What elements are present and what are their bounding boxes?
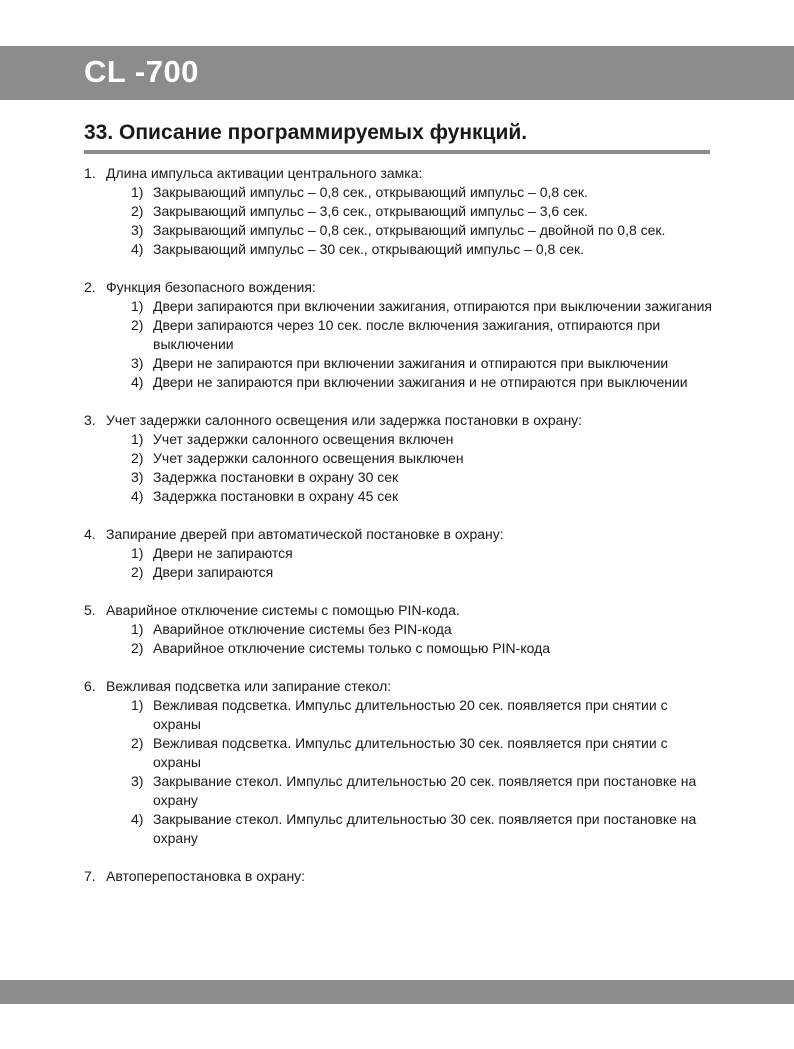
model-title: CL -700: [84, 54, 199, 89]
option-item: [84, 810, 714, 848]
function-title-text: Запирание дверей при автоматической постановке в охрану:: [106, 526, 504, 542]
function-title: [84, 164, 714, 183]
option-item: [84, 734, 714, 772]
option-text: Закрывающий импульс – 3,6 сек., открывающий импульс – 3,6 сек.: [153, 203, 588, 219]
option-number: 2): [131, 640, 144, 656]
option-item: [84, 221, 714, 240]
option-list: [84, 297, 714, 392]
option-number: 1): [131, 298, 144, 314]
function-title-text: Учет задержки салонного освещения или задержка постановки в охрану:: [106, 412, 583, 428]
option-text: Аварийное отключение системы только с помощью PIN-кода: [153, 640, 551, 656]
option-item: [84, 297, 714, 316]
function-title-text: Функция безопасного вождения:: [106, 279, 316, 295]
function-title-text: Вежливая подсветка или запирание стекол:: [106, 678, 392, 694]
function-item: [84, 677, 714, 848]
option-number: 1): [131, 431, 144, 447]
option-item: [84, 487, 714, 506]
option-item: [84, 544, 714, 563]
option-text: Закрывающий импульс – 0,8 сек., открывающий импульс – 0,8 сек.: [153, 184, 588, 200]
option-item: [84, 373, 714, 392]
option-item: [84, 240, 714, 259]
option-list: [84, 620, 714, 658]
option-item: [84, 772, 714, 810]
option-number: 1): [131, 184, 144, 200]
header-band: [0, 46, 794, 100]
option-item: [84, 563, 714, 582]
option-item: [84, 316, 714, 354]
option-text: Задержка постановки в охрану 45 сек: [153, 488, 399, 504]
function-title-text: Длина импульса активации центрального замка:: [106, 165, 423, 181]
function-number: 2.: [84, 279, 96, 295]
option-list: [84, 183, 714, 259]
function-list: [84, 164, 714, 905]
option-number: 3): [131, 773, 144, 789]
option-number: 2): [131, 735, 144, 751]
option-text: Вежливая подсветка. Импульс длительностью 30 сек. появляется при снятии с охраны: [153, 735, 668, 770]
option-text: Двери запираются: [153, 564, 274, 580]
function-item: [84, 164, 714, 259]
function-item: [84, 525, 714, 582]
function-title: [84, 411, 714, 430]
function-title: [84, 525, 714, 544]
option-text: Аварийное отключение системы без PIN-кода: [153, 621, 452, 637]
function-title: [84, 867, 714, 886]
function-item: [84, 867, 714, 886]
option-text: Закрывание стекол. Импульс длительностью 30 сек. появляется при постановке на охрану: [153, 811, 697, 846]
option-text: Задержка постановки в охрану 30 сек: [153, 469, 399, 485]
option-text: Двери не запираются при включении зажигания и не отпираются при выключении: [153, 374, 688, 390]
option-item: [84, 449, 714, 468]
option-list: [84, 696, 714, 848]
option-number: 2): [131, 564, 144, 580]
option-number: 2): [131, 203, 144, 219]
option-list: [84, 430, 714, 506]
footer-band: [0, 980, 794, 1004]
option-number: 2): [131, 317, 144, 333]
function-title: [84, 278, 714, 297]
option-text: Двери запираются при включении зажигания, отпираются при выключении зажигания: [153, 298, 712, 314]
option-text: Закрывающий импульс – 30 сек., открывающий импульс – 0,8 сек.: [153, 241, 584, 257]
function-item: [84, 411, 714, 506]
option-item: [84, 183, 714, 202]
option-text: Вежливая подсветка. Импульс длительностью 20 сек. появляется при снятии с охраны: [153, 697, 668, 732]
function-number: 4.: [84, 526, 96, 542]
option-item: [84, 202, 714, 221]
option-text: Двери запираются через 10 сек. после включения зажигания, отпираются при выключении: [153, 317, 661, 352]
option-number: 4): [131, 811, 144, 827]
function-number: 1.: [84, 165, 96, 181]
option-text: Закрывающий импульс – 0,8 сек., открывающий импульс – двойной по 0,8 сек.: [153, 222, 666, 238]
option-number: 3): [131, 469, 144, 485]
function-title-text: Аварийное отключение системы с помощью PIN-кода.: [106, 602, 460, 618]
function-item: [84, 278, 714, 392]
option-item: [84, 354, 714, 373]
option-item: [84, 430, 714, 449]
option-item: [84, 468, 714, 487]
option-number: 4): [131, 374, 144, 390]
function-item: [84, 601, 714, 658]
option-number: 1): [131, 621, 144, 637]
option-item: [84, 639, 714, 658]
option-text: Учет задержки салонного освещения выключен: [153, 450, 464, 466]
option-number: 4): [131, 488, 144, 504]
option-text: Двери не запираются при включении зажигания и отпираются при выключении: [153, 355, 669, 371]
option-number: 4): [131, 241, 144, 257]
option-text: Учет задержки салонного освещения включен: [153, 431, 454, 447]
section-title: 33. Описание программируемых функций.: [84, 118, 710, 154]
option-number: 1): [131, 697, 144, 713]
function-number: 6.: [84, 678, 96, 694]
option-text: Двери не запираются: [153, 545, 293, 561]
function-title-text: Автоперепостановка в охрану:: [106, 868, 306, 884]
function-number: 7.: [84, 868, 96, 884]
option-text: Закрывание стекол. Импульс длительностью 20 сек. появляется при постановке на охрану: [153, 773, 697, 808]
function-title: [84, 677, 714, 696]
option-item: [84, 696, 714, 734]
option-number: 3): [131, 222, 144, 238]
function-number: 5.: [84, 602, 96, 618]
option-number: 1): [131, 545, 144, 561]
option-item: [84, 620, 714, 639]
option-number: 2): [131, 450, 144, 466]
option-list: [84, 544, 714, 582]
function-title: [84, 601, 714, 620]
function-number: 3.: [84, 412, 96, 428]
option-number: 3): [131, 355, 144, 371]
